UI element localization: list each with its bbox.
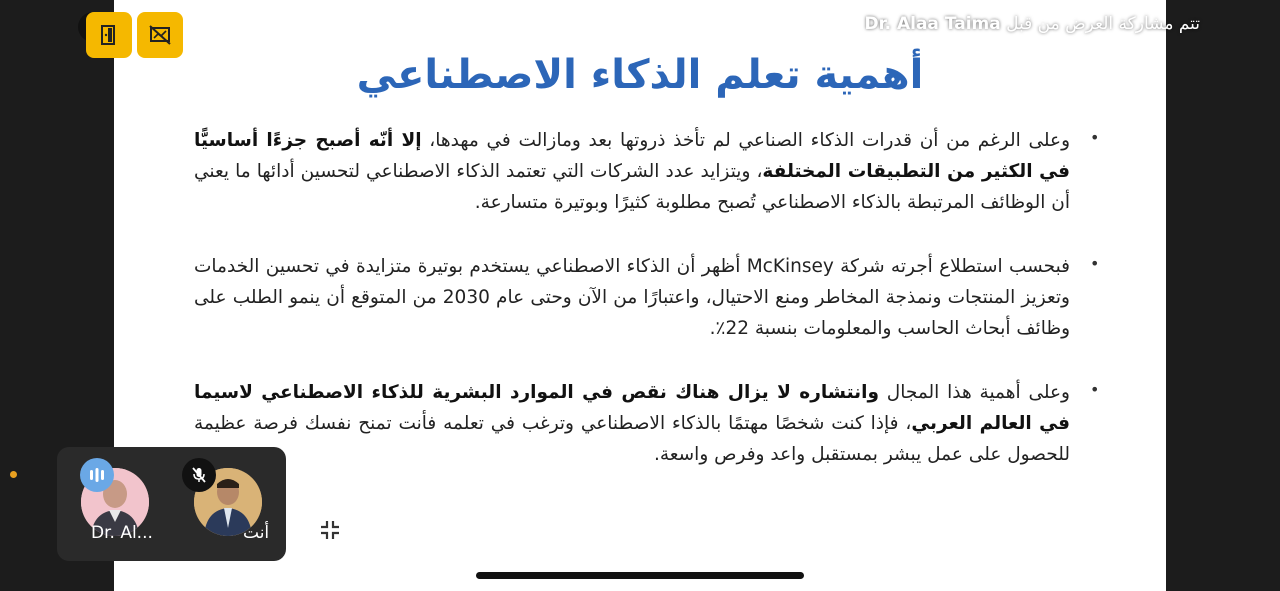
hide-slide-button[interactable] [137, 12, 183, 58]
sharing-banner-text: تتم مشاركة العرض من قبل [1006, 14, 1200, 34]
muted-indicator [182, 458, 216, 492]
paragraph-1 [194, 125, 1070, 218]
bullet-3: • [1090, 380, 1100, 399]
sharing-banner [864, 14, 1200, 44]
presenter-label: Dr. Al... [91, 523, 153, 543]
slide-off-icon [147, 22, 173, 48]
speaking-indicator [80, 458, 114, 492]
collapse-pip-button[interactable] [318, 518, 342, 542]
self-label: أنت [243, 523, 270, 543]
bullet-2: • [1090, 254, 1100, 273]
door-exit-icon [97, 23, 121, 47]
paragraph-3-text-a: وعلى أهمية هذا المجال [878, 382, 1070, 403]
status-dot [10, 471, 17, 478]
paragraph-3-text-b: ، فإذا كنت شخصًا مهتمًا بالذكاء الاصطناعي وترغب في تعلمه فأنت تمنح نفسك فرصة عظيمة للحصول على عمل يبشر بمستقبل واعد وفرص واسعة. [194, 413, 1070, 465]
presenter-name: Dr. Alaa Taima [864, 14, 1001, 34]
exit-button[interactable] [86, 12, 132, 58]
bullet-1: • [1090, 128, 1100, 147]
home-indicator[interactable] [476, 572, 804, 579]
mic-off-icon [190, 466, 208, 484]
paragraph-3 [194, 377, 1070, 470]
paragraph-3-bold: وانتشاره لا يزال هناك نقص في الموارد البشرية للذكاء الاصطناعي لاسيما في العالم العربي [194, 382, 1070, 434]
audio-level-icon [88, 468, 106, 482]
slide-title: أهمية تعلم الذكاء الاصطناعي [356, 52, 924, 98]
collapse-icon [318, 518, 342, 542]
participants-pip[interactable] [57, 447, 286, 561]
right-letterbox [1166, 0, 1280, 591]
paragraph-2: فبحسب استطلاع أجرته شركة McKinsey أظهر أن الذكاء الاصطناعي يستخدم بوتيرة متزايدة في تحسين الخدمات وتعزيز المنتجات ونمذجة المخاطر ومنع الاحتيال، واعتبارًا من الآن وحتى عام 2030 من المتوقع أن ينمو الطلب على وظائف أبحاث الحاسب والمعلومات بنسبة 22٪. [194, 256, 1070, 339]
paragraph-1-bold: إلا أنّه أصبح جزءًا أساسيًّا في الكثير من التطبيقات المختلفة [194, 130, 1070, 182]
paragraph-1-text-a: وعلى الرغم من أن قدرات الذكاء الصناعي لم تأخذ ذروتها بعد ومازالت في مهدها، [421, 130, 1070, 151]
paragraph-1-text-b: ، ويتزايد عدد الشركات التي تعتمد الذكاء الاصطناعي لتحسين أدائها ما يعني أن الوظائف المرتبطة بالذكاء الاصطناعي تُصبح مطلوبة كثيرًا وبوتيرة متسارعة. [194, 161, 1070, 213]
